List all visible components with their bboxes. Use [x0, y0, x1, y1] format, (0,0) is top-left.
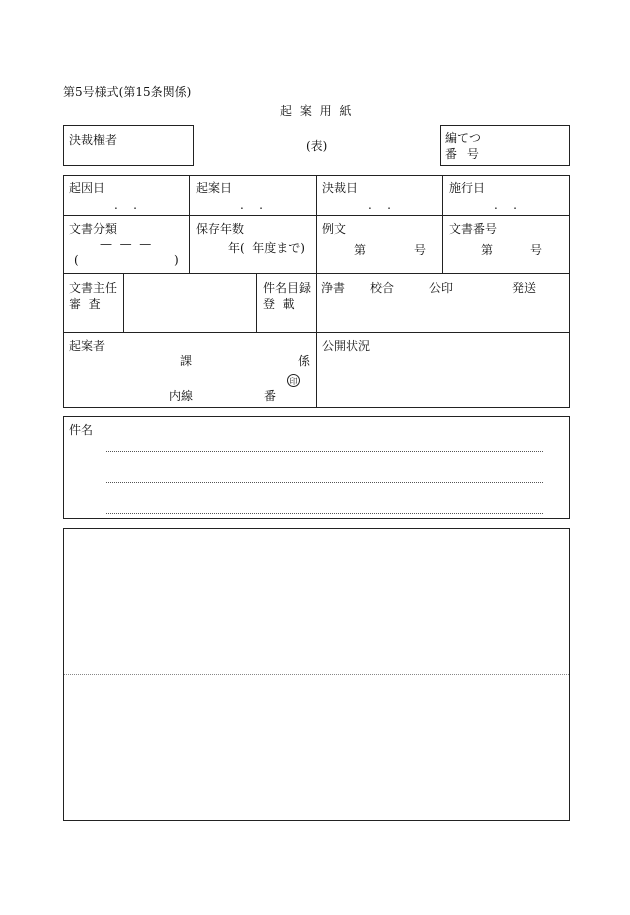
body-divider: [64, 674, 569, 675]
disclosure-label: 公開状況: [322, 339, 371, 353]
doc-number-label: 文書番号: [449, 222, 498, 236]
form-number: 第5号様式(第15条関係): [63, 85, 192, 99]
form-title: 起 案 用 紙: [280, 104, 354, 118]
index-label-2: 登 載: [263, 297, 295, 311]
decision-date-label: 決裁日: [322, 181, 359, 195]
doc-chief-label-2: 審 査: [69, 297, 101, 311]
binding-label-2: 番 号: [445, 147, 482, 161]
doc-class-paren-open: (: [74, 253, 79, 267]
seal-label: 公印: [429, 281, 454, 295]
clean-copy-label: 浄書: [321, 281, 346, 295]
doc-number-dai: 第: [481, 243, 494, 257]
subject-box: [63, 416, 570, 519]
retention-label: 保存年数: [196, 222, 245, 236]
decision-date-dots[interactable]: . .: [368, 198, 391, 212]
subject-label: 件名: [69, 423, 94, 437]
drafter-ka: 課: [180, 354, 193, 368]
subject-line-3[interactable]: [106, 513, 543, 514]
example-label: 例文: [322, 222, 347, 236]
doc-chief-label-1: 文書主任: [69, 281, 118, 295]
example-dai: 第: [354, 243, 367, 257]
drafter-ext-label: 内線: [169, 389, 194, 403]
origin-date-dots[interactable]: . .: [114, 198, 137, 212]
drafter-kakari: 係: [298, 354, 311, 368]
seal-icon: 印: [287, 374, 300, 387]
enforce-date-dots[interactable]: . .: [494, 198, 517, 212]
draft-date-label: 起案日: [196, 181, 233, 195]
approver-label: 決裁権者: [69, 133, 118, 147]
subject-line-2[interactable]: [106, 482, 543, 483]
drafter-ban: 番: [264, 389, 277, 403]
binding-label-1: 編てつ: [445, 131, 482, 145]
doc-chief-seal-area[interactable]: [124, 274, 255, 331]
doc-class-paren-close: ): [174, 253, 179, 267]
doc-class-dashes[interactable]: — — —: [100, 237, 152, 251]
origin-date-label: 起因日: [69, 181, 106, 195]
collation-label: 校合: [370, 281, 395, 295]
side-mark: (表): [306, 139, 328, 153]
enforce-date-label: 施行日: [449, 181, 486, 195]
index-label-1: 件名目録: [263, 281, 312, 295]
doc-class-label: 文書分類: [69, 222, 118, 236]
example-go: 号: [414, 243, 427, 257]
dispatch-label: 発送: [512, 281, 537, 295]
draft-date-dots[interactable]: . .: [240, 198, 263, 212]
retention-value[interactable]: 年( 年度まで): [228, 241, 305, 255]
drafter-label: 起案者: [69, 339, 106, 353]
subject-line-1[interactable]: [106, 451, 543, 452]
doc-number-go: 号: [530, 243, 543, 257]
